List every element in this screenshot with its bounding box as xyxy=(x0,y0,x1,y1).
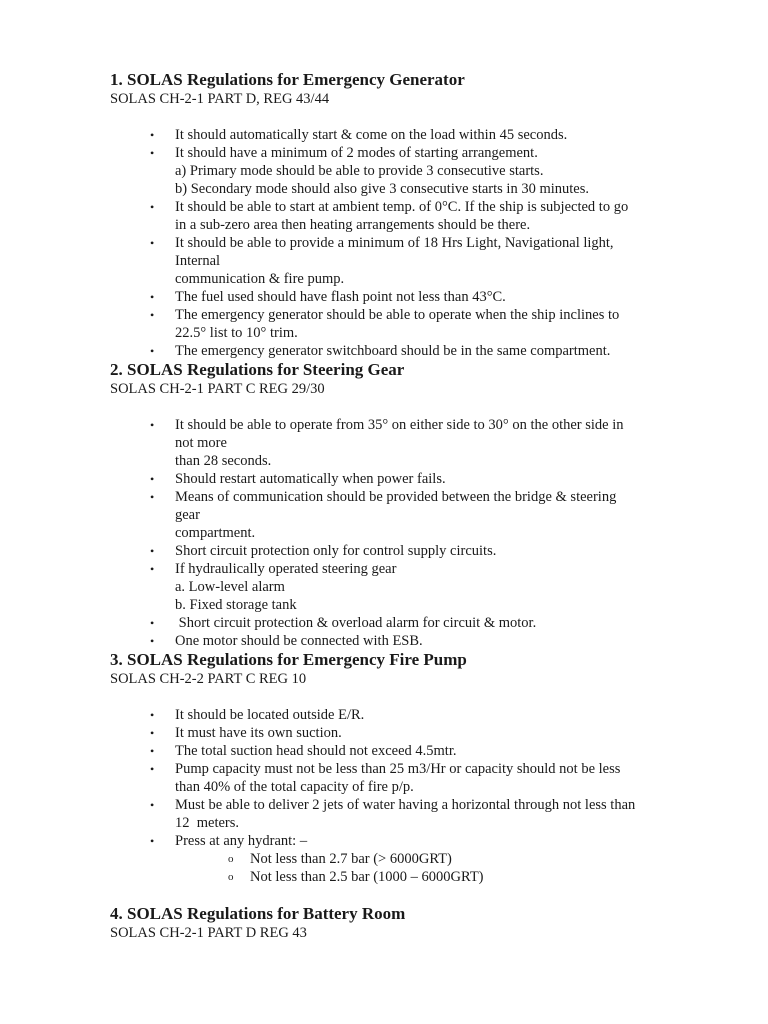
list-item xyxy=(110,632,728,650)
list-item-text: 22.5° list to 10° trim. xyxy=(175,325,298,341)
bullet-list xyxy=(110,416,728,650)
list-item-text: b) Secondary mode should also give 3 consecutive starts in 30 minutes. xyxy=(175,181,589,197)
sub-list-item xyxy=(180,850,728,868)
section-heading: 3. SOLAS Regulations for Emergency Fire Pump xyxy=(110,650,467,669)
list-item-text: a. Low-level alarm xyxy=(175,579,285,595)
list-item xyxy=(110,614,728,632)
section-emergency-fire-pump xyxy=(110,650,728,886)
list-item xyxy=(110,796,728,832)
list-item xyxy=(110,542,728,560)
list-item-text: • Short circuit protection & overload alarm for circuit & motor. xyxy=(175,615,537,631)
list-item-text: • It should be able to operate from 35° on either side to 30° on the other side in xyxy=(175,417,624,433)
regulation-reference: SOLAS CH-2-2 PART C REG 10 xyxy=(110,671,307,687)
list-item-text: a) Primary mode should be able to provide 3 consecutive starts. xyxy=(175,163,544,179)
list-item-text: • If hydraulically operated steering gear xyxy=(175,561,397,577)
list-item xyxy=(110,706,728,724)
bullet-list xyxy=(110,706,728,850)
list-item xyxy=(110,416,728,470)
section-heading: 4. SOLAS Regulations for Battery Room xyxy=(110,904,406,923)
list-item xyxy=(110,306,728,342)
list-item-text: b. Fixed storage tank xyxy=(175,597,297,613)
list-item xyxy=(110,288,728,306)
section-heading: 1. SOLAS Regulations for Emergency Generator xyxy=(110,70,465,89)
list-item xyxy=(110,234,728,288)
list-item-text: • It should automatically start & come on the load within 45 seconds. xyxy=(175,127,568,143)
list-item-text: • It must have its own suction. xyxy=(175,725,342,741)
list-item xyxy=(110,832,728,850)
regulation-reference: SOLAS CH-2-1 PART D REG 43 xyxy=(110,925,307,941)
list-item-text: • It should have a minimum of 2 modes of starting arrangement. xyxy=(175,145,538,161)
list-item-text: • Should restart automatically when power fails. xyxy=(175,471,446,487)
sub-list-item-text: o Not less than 2.7 bar (> 6000GRT) xyxy=(250,851,452,867)
sub-list-item xyxy=(180,868,728,886)
list-item-text: in a sub-zero area then heating arrangements should be there. xyxy=(175,217,531,233)
section-battery-room xyxy=(110,904,728,942)
list-item xyxy=(110,724,728,742)
list-item-text: • One motor should be connected with ESB. xyxy=(175,633,423,649)
list-item-text: • It should be located outside E/R. xyxy=(175,707,365,723)
list-item-text: • Means of communication should be provided between the bridge & steering xyxy=(175,489,617,505)
list-item-text: • It should be able to provide a minimum of 18 Hrs Light, Navigational light, xyxy=(175,235,614,251)
list-item-text: compartment. xyxy=(175,525,256,541)
list-item xyxy=(110,560,728,614)
bullet-list xyxy=(110,126,728,360)
list-item-text: than 40% of the total capacity of fire p/p. xyxy=(175,779,414,795)
sub-bullet-list xyxy=(110,850,728,886)
list-item xyxy=(110,198,728,234)
list-item-text: than 28 seconds. xyxy=(175,453,272,469)
list-item xyxy=(110,742,728,760)
list-item-text: • The emergency generator should be able to operate when the ship inclines to xyxy=(175,307,620,323)
list-item-text: • Short circuit protection only for control supply circuits. xyxy=(175,543,497,559)
list-item-text: not more xyxy=(175,435,227,451)
list-item xyxy=(110,488,728,542)
list-item-text: • It should be able to start at ambient temp. of 0°C. If the ship is subjected to go xyxy=(175,199,629,215)
list-item xyxy=(110,144,728,198)
list-item-text: • Must be able to deliver 2 jets of water having a horizontal through not less than xyxy=(175,797,636,813)
list-item xyxy=(110,760,728,796)
section-emergency-generator xyxy=(110,70,728,360)
section-heading: 2. SOLAS Regulations for Steering Gear xyxy=(110,360,405,379)
sub-list-item-text: o Not less than 2.5 bar (1000 – 6000GRT) xyxy=(250,869,484,885)
list-item-text: gear xyxy=(175,507,200,523)
list-item xyxy=(110,342,728,360)
section-steering-gear xyxy=(110,360,728,650)
list-item-text: Internal xyxy=(175,253,221,269)
regulation-reference: SOLAS CH-2-1 PART C REG 29/30 xyxy=(110,381,325,397)
list-item-text: • The total suction head should not exceed 4.5mtr. xyxy=(175,743,457,759)
list-item xyxy=(110,470,728,488)
list-item-text: • The fuel used should have flash point not less than 43°C. xyxy=(175,289,506,305)
list-item-text: • Pump capacity must not be less than 25 m3/Hr or capacity should not be less xyxy=(175,761,621,777)
list-item xyxy=(110,126,728,144)
list-item-text: communication & fire pump. xyxy=(175,271,345,287)
list-item-text: • Press at any hydrant: – xyxy=(175,833,308,849)
list-item-text: • The emergency generator switchboard should be in the same compartment. xyxy=(175,343,611,359)
regulation-reference: SOLAS CH-2-1 PART D, REG 43/44 xyxy=(110,91,330,107)
list-item-text: 12 meters. xyxy=(175,815,240,831)
